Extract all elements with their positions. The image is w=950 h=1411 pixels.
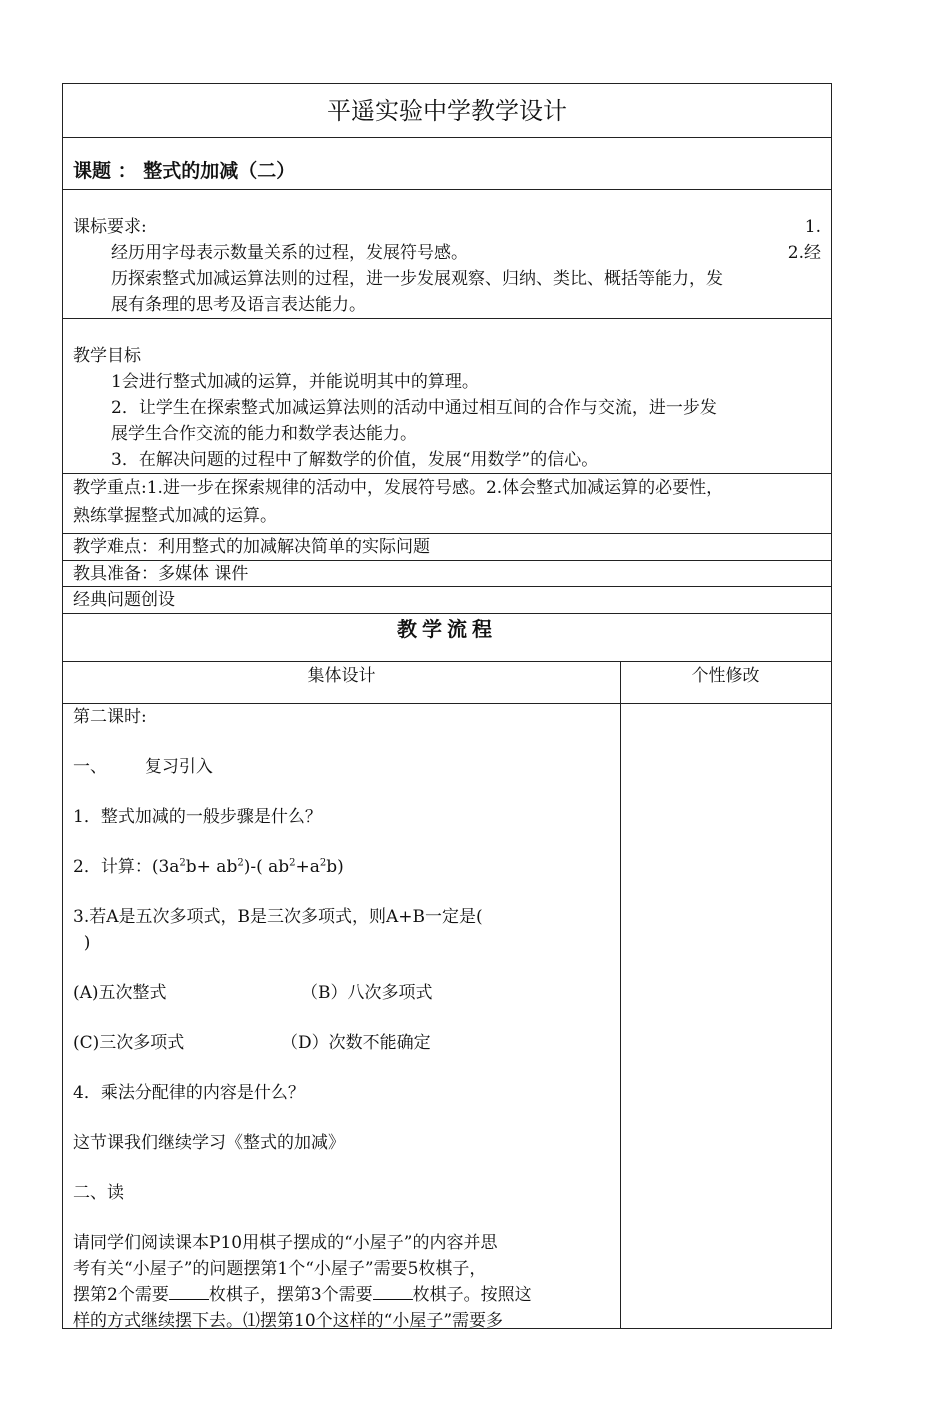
continue-text: 这节课我们继续学习《整式的加减》 — [73, 1133, 345, 1153]
exponent: 2 — [289, 857, 296, 869]
section-read: 二、读 — [73, 1183, 124, 1203]
key-points-line1: 教学重点:1.进一步在探索规律的活动中，发展符号感。2.体会整式加减运算的必要性， — [73, 478, 724, 498]
classic-row — [63, 587, 831, 614]
read-line-3 — [73, 1282, 613, 1308]
standards-line3: 展有条理的思考及语言表达能力。 — [111, 295, 366, 315]
question-1: 1．整式加减的一般步骤是什么？ — [73, 807, 322, 827]
column-personal-edit: 个性修改 — [691, 666, 760, 686]
q2-part: b) — [326, 857, 344, 877]
exponent: 2 — [179, 857, 186, 869]
lesson-label: 第二课时: — [73, 707, 147, 727]
goals-label: 教学目标 — [73, 346, 141, 366]
standards-text1: 经历用字母表示数量关系的过程，发展符号感。 — [111, 243, 468, 263]
lesson-plan-table — [62, 83, 832, 1329]
lesson-body — [73, 704, 613, 1334]
read-line-4: 样的方式继续摆下去。⑴摆第10个这样的“小屋子”需要多 — [73, 1311, 504, 1331]
fill-blank — [373, 1285, 413, 1300]
goal-1: 1会进行整式加减的运算，并能说明其中的算理。 — [111, 372, 479, 392]
tools-text: 教具准备：多媒体 课件 — [73, 564, 249, 584]
key-points-section — [63, 474, 831, 534]
option-a: (A)五次整式 — [73, 983, 167, 1003]
read-line-3a: 摆第2个需要 — [73, 1285, 169, 1305]
standards-label: 课标要求: — [73, 217, 147, 237]
read-paragraph — [73, 1230, 613, 1334]
read-line-3c: 枚棋子。按照这 — [412, 1285, 532, 1305]
standards-num2: 2.经 — [787, 243, 821, 263]
difficulty-text: 教学难点：利用整式的加减解决简单的实际问题 — [73, 537, 430, 557]
options-ab — [73, 980, 613, 1006]
flow-title: 教学流程 — [397, 617, 497, 641]
topic-text: 课题 ： 整式的加减（二） — [73, 160, 296, 182]
flow-title-row — [63, 614, 831, 662]
read-line-1: 请同学们阅读课本P10用棋子摆成的“小屋子”的内容并思 — [73, 1233, 498, 1253]
exponent: 2 — [319, 857, 327, 869]
read-line-2: 考有关“小屋子”的问题摆第1个“小屋子”需要5枚棋子， — [73, 1259, 487, 1279]
document-title — [63, 84, 831, 138]
option-c: (C)三次多项式 — [73, 1033, 185, 1053]
section-review: 一、 复习引入 — [73, 757, 213, 777]
title-text: 平遥实验中学教学设计 — [327, 97, 567, 125]
exponent: 2 — [237, 857, 244, 869]
q2-part: 2．计算：(3a — [73, 857, 180, 877]
goal-3: 3．在解决问题的过程中了解数学的价值，发展“用数学”的信心。 — [111, 450, 599, 470]
goal-2: 2．让学生在探索整式加减运算法则的活动中通过相互间的合作与交流，进一步发 — [111, 398, 717, 418]
q3-line2: ) — [73, 933, 91, 953]
question-4: 4．乘法分配律的内容是什么？ — [73, 1083, 305, 1103]
question-2 — [73, 854, 613, 880]
column-divider — [620, 662, 621, 1328]
standards-line2: 历探索整式加减运算法则的过程，进一步发展观察、归纳、类比、概括等能力，发 — [111, 269, 723, 289]
read-line-3b: 枚棋子，摆第3个需要 — [208, 1285, 373, 1305]
standards-header — [73, 214, 821, 240]
column-header-row — [63, 662, 831, 704]
option-d: （D）次数不能确定 — [281, 1033, 431, 1053]
q2-part: )-( ab — [243, 857, 290, 877]
standards-section — [63, 190, 831, 319]
standards-line1 — [73, 240, 821, 266]
column-collective-design: 集体设计 — [307, 666, 376, 686]
topic-row — [63, 138, 831, 190]
difficulty-row — [63, 534, 831, 561]
q3-line1: 3.若A是五次多项式，B是三次多项式，则A+B一定是( — [73, 907, 483, 927]
key-points-line2: 熟练掌握整式加减的运算。 — [73, 506, 277, 526]
option-b: （B）八次多项式 — [301, 983, 433, 1003]
standards-num1: 1. — [804, 217, 821, 237]
goals-section — [63, 319, 831, 474]
fill-blank — [169, 1285, 209, 1300]
q2-part: b+ ab — [185, 857, 238, 877]
options-cd — [73, 1030, 613, 1056]
question-3 — [73, 904, 613, 956]
goal-2-cont: 展学生合作交流的能力和数学表达能力。 — [111, 424, 417, 444]
classic-text: 经典问题创设 — [73, 590, 175, 610]
tools-row — [63, 561, 831, 587]
q2-part: +a — [295, 857, 320, 877]
